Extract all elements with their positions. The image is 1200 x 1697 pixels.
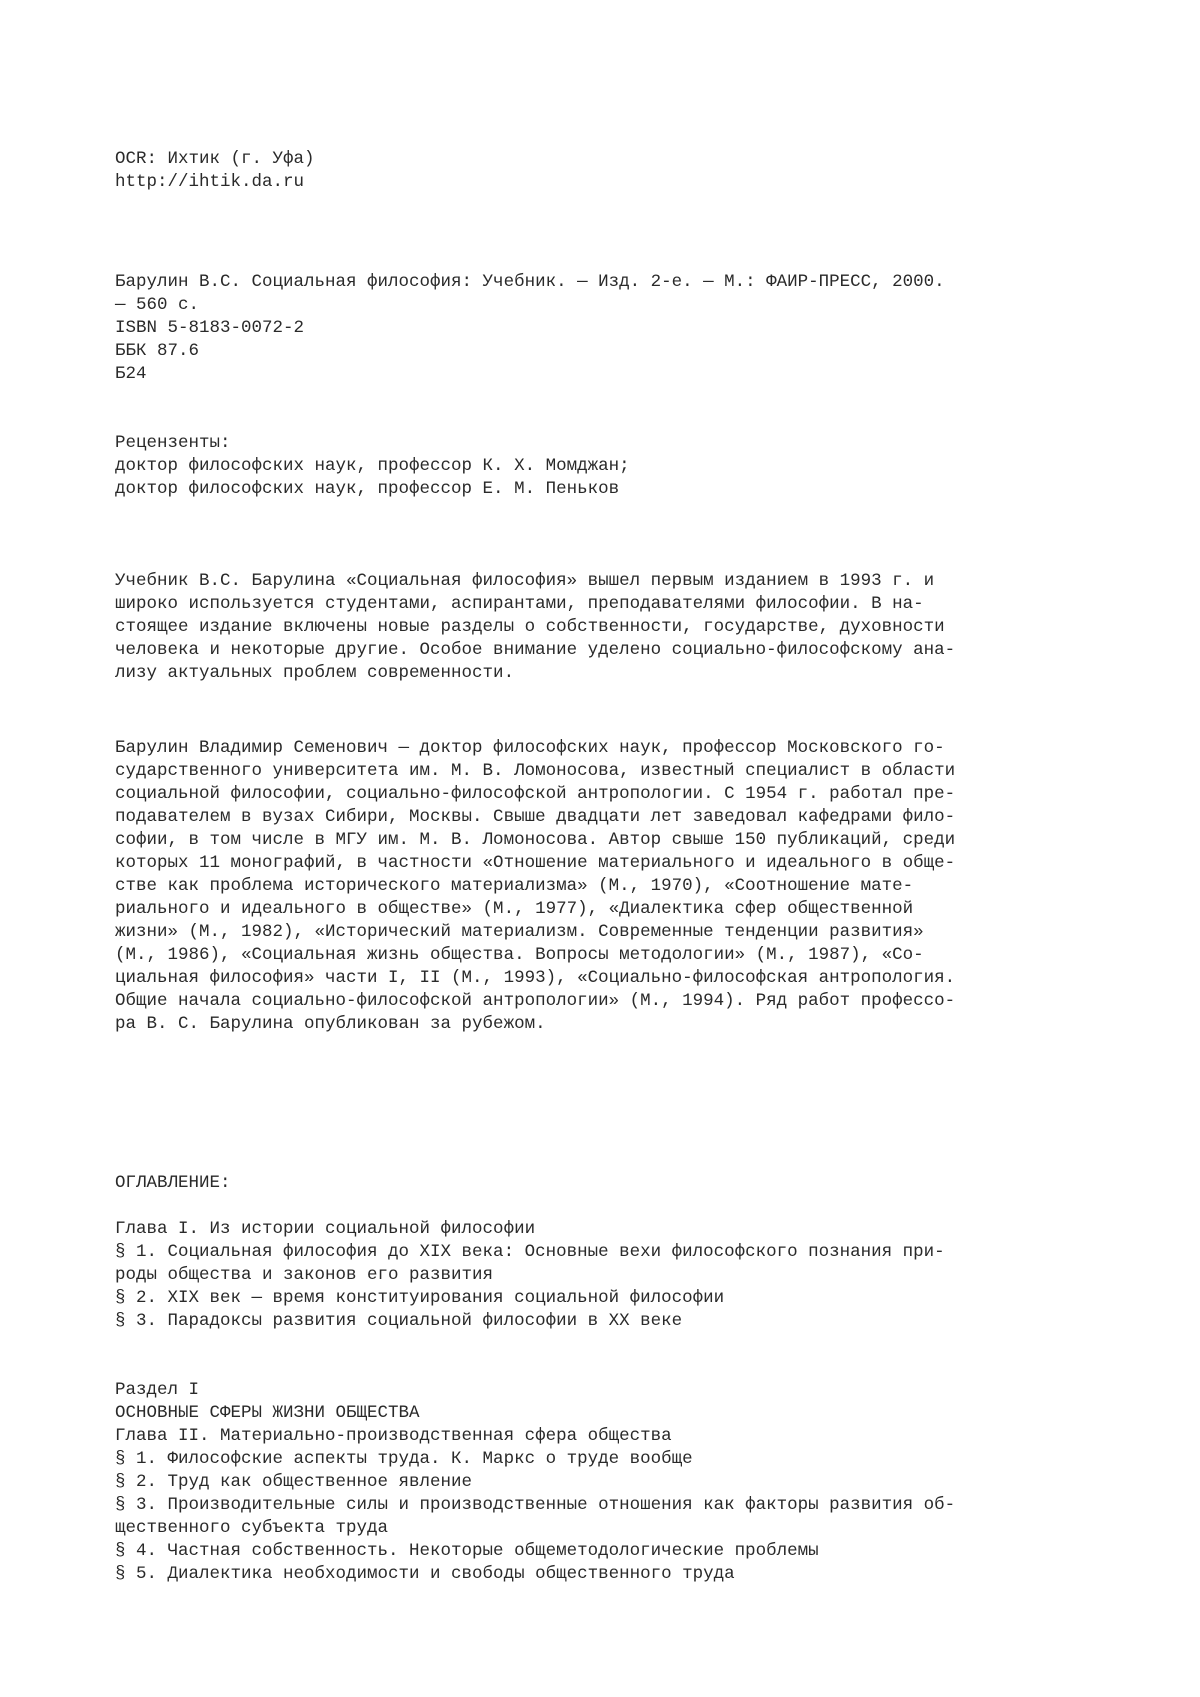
- author-line: циальная философия» части I, II (М., 1993), «Социально-философская антропология.: [115, 968, 956, 988]
- toc-item: щественного субъекта труда: [115, 1518, 389, 1538]
- reviewers-heading: Рецензенты:: [115, 433, 231, 453]
- annotation-line: человека и некоторые другие. Особое внимание уделено социально-философскому ана-: [115, 640, 956, 660]
- ocr-credit-block: [115, 148, 1115, 194]
- reviewer-line: доктор философских наук, профессор К. Х. Момджан;: [115, 456, 630, 476]
- toc-item: § 4. Частная собственность. Некоторые общеметодологические проблемы: [115, 1541, 819, 1561]
- annotation-line: лизу актуальных проблем современности.: [115, 663, 515, 683]
- author-line: подавателем в вузах Сибири, Москвы. Свыше двадцати лет заведовал кафедрами фило-: [115, 807, 956, 827]
- author-line: (М., 1986), «Социальная жизнь общества. Вопросы методологии» (М., 1987), «Со-: [115, 945, 924, 965]
- toc-item: § 1. Философские аспекты труда. К. Маркс о труде вообще: [115, 1449, 693, 1469]
- author-paragraph: [115, 737, 1115, 1036]
- author-line: Барулин Владимир Семенович — доктор философских наук, профессор Московского го-: [115, 738, 945, 758]
- author-line: жизни» (М., 1982), «Исторический материализм. Современные тенденции развития»: [115, 922, 924, 942]
- bibliography-line: Барулин В.С. Социальная философия: Учебник. — Изд. 2-е. — М.: ФАИР-ПРЕСС, 2000.: [115, 272, 945, 292]
- bibliography-line: — 560 с.: [115, 295, 200, 315]
- toc-chapter-title: Глава I. Из истории социальной философии: [115, 1219, 536, 1239]
- toc-chapter-title: Глава II. Материально-производственная сфера общества: [115, 1426, 672, 1446]
- author-line: ра В. С. Барулина опубликован за рубежом.: [115, 1014, 546, 1034]
- reviewer-line: доктор философских наук, профессор Е. М. Пеньков: [115, 479, 620, 499]
- toc-item: роды общества и законов его развития: [115, 1265, 494, 1285]
- toc-item: § 2. XIX век — время конституирования социальной философии: [115, 1288, 725, 1308]
- author-line: сударственного университета им. М. В. Ломоносова, известный специалист в области: [115, 761, 956, 781]
- author-line: софии, в том числе в МГУ им. М. В. Ломоносова. Автор свыше 150 публикаций, среди: [115, 830, 956, 850]
- author-line: социальной философии, социально-философской антропологии. С 1954 г. работал пре-: [115, 784, 956, 804]
- annotation-line: Учебник В.С. Барулина «Социальная философия» вышел первым изданием в 1993 г. и: [115, 571, 935, 591]
- bibliography-block: [115, 271, 1115, 386]
- annotation-line: широко используется студентами, аспирантами, преподавателями философии. В на-: [115, 594, 924, 614]
- toc-item: § 3. Производительные силы и производственные отношения как факторы развития об-: [115, 1495, 956, 1515]
- author-line: стве как проблема исторического материализма» (М., 1970), «Соотношение мате-: [115, 876, 914, 896]
- author-line: которых 11 монографий, в частности «Отношение материального и идеального в обще-: [115, 853, 956, 873]
- reviewers-block: [115, 432, 1115, 501]
- author-line: Общие начала социально-философской антропологии» (М., 1994). Ряд работ профессо-: [115, 991, 956, 1011]
- toc-chapter-1: [115, 1218, 1115, 1333]
- toc-section-1: [115, 1379, 1115, 1586]
- toc-section-title: ОСНОВНЫЕ СФЕРЫ ЖИЗНИ ОБЩЕСТВА: [115, 1403, 420, 1423]
- bbk-line: ББК 87.6: [115, 341, 200, 361]
- toc-item: § 2. Труд как общественное явление: [115, 1472, 473, 1492]
- isbn-line: ISBN 5-8183-0072-2: [115, 318, 305, 338]
- toc-heading: ОГЛАВЛЕНИЕ:: [115, 1173, 231, 1193]
- toc-heading-block: [115, 1172, 1115, 1195]
- author-line: риального и идеального в обществе» (М., 1977), «Диалектика сфер общественной: [115, 899, 914, 919]
- annotation-paragraph: [115, 570, 1115, 685]
- index-line: Б24: [115, 364, 147, 384]
- toc-item: § 5. Диалектика необходимости и свободы общественного труда: [115, 1564, 735, 1584]
- ocr-credit: OCR: Ихтик (г. Уфа): [115, 149, 315, 169]
- annotation-line: стоящее издание включены новые разделы о собственности, государстве, духовности: [115, 617, 945, 637]
- ocr-url: http://ihtik.da.ru: [115, 172, 305, 192]
- toc-item: § 3. Парадоксы развития социальной философии в XX веке: [115, 1311, 683, 1331]
- toc-section-label: Раздел I: [115, 1380, 200, 1400]
- toc-item: § 1. Социальная философия до XIX века: Основные вехи философского познания при-: [115, 1242, 945, 1262]
